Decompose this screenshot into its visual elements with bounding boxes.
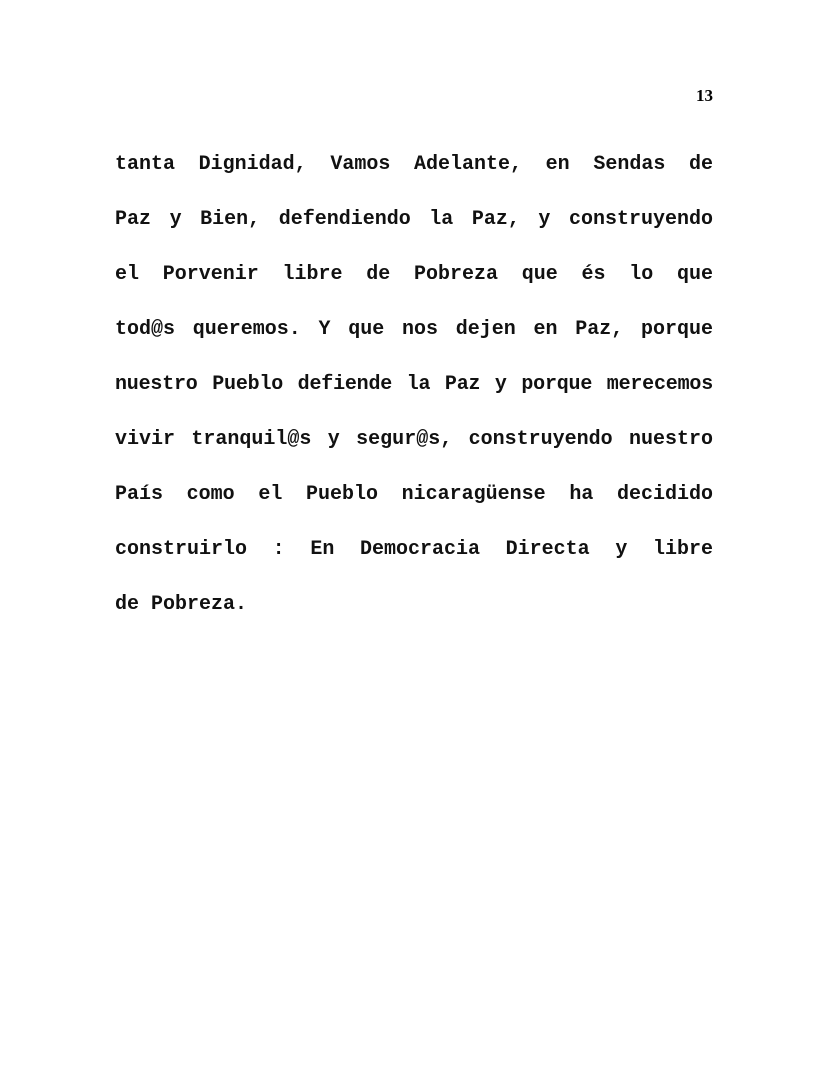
- text-line: Paz y Bien, defendiendo la Paz, y construyendo: [115, 208, 713, 231]
- text-line: de Pobreza.: [115, 593, 248, 616]
- text-line: tanta Dignidad, Vamos Adelante, en Sendas de: [115, 153, 713, 176]
- text-line: nuestro Pueblo defiende la Paz y porque merecemos: [115, 373, 713, 396]
- text-line: construirlo : En Democracia Directa y libre: [115, 538, 713, 561]
- text-line: el Porvenir libre de Pobreza que és lo que: [115, 263, 713, 286]
- text-line: tod@s queremos. Y que nos dejen en Paz, porque: [115, 318, 713, 341]
- text-line: vivir tranquil@s y segur@s, construyendo nuestro: [115, 428, 713, 451]
- text-line: País como el Pueblo nicaragüense ha decidido: [115, 483, 713, 506]
- body-text: [115, 150, 713, 645]
- page-number: 13: [696, 86, 713, 105]
